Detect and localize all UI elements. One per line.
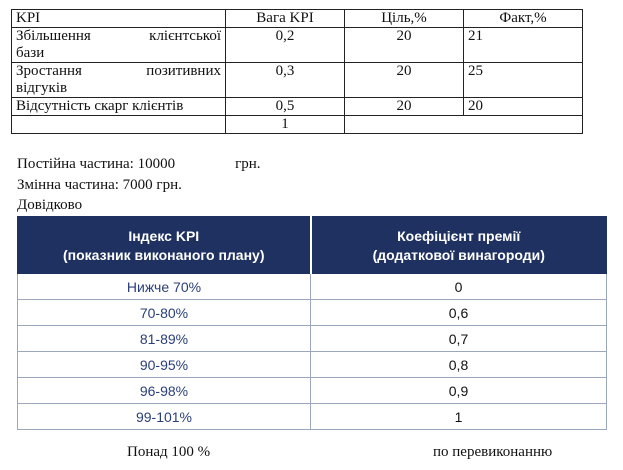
coef-index-cell: 81-89% [18,326,311,352]
fixed-part-label: Постійна частина: 10000 [17,156,176,172]
coef-header-index-line2: (показник виконаного плану) [62,247,265,263]
kpi-name-cell: Відсутність скарг клієнтів [12,98,226,116]
variable-part-line: Змінна частина: 7000 грн. [17,177,182,193]
table-row [18,352,607,378]
table-row [18,378,607,404]
coefficient-table [17,216,607,430]
table-row [12,63,583,98]
table-row [18,274,607,300]
table-row [18,300,607,326]
kpi-target-cell: 20 [345,28,464,63]
coef-index-cell: 96-98% [18,378,311,404]
kpi-header-fact: Факт,% [464,10,583,28]
coef-value-cell: 0 [311,274,607,300]
kpi-fact-cell: 21 [464,28,583,63]
footer-right-text: по перевиконанню [433,444,553,460]
kpi-target-cell: 20 [345,98,464,116]
kpi-name-line2: відгуків [16,80,68,96]
coef-index-cell: 99-101% [18,404,311,430]
kpi-weight-cell: 0,2 [226,28,345,63]
kpi-header-row [12,10,583,28]
kpi-name-line1: Зростання позитивних [16,63,221,79]
coef-value-cell: 0,6 [311,300,607,326]
table-row [18,404,607,430]
coef-header-index [18,216,311,274]
kpi-name-cell [12,28,226,63]
kpi-weight-cell: 0,5 [226,98,345,116]
table-row [12,98,583,116]
coef-header-coef-line2: (додаткової винагороди) [372,247,545,263]
coef-index-cell: 90-95% [18,352,311,378]
footer-left-text: Понад 100 % [127,444,211,460]
kpi-fact-cell: 20 [464,98,583,116]
table-row [12,28,583,63]
coef-value-cell: 1 [311,404,607,430]
coef-value-cell: 0,9 [311,378,607,404]
table-row [18,326,607,352]
coef-index-cell: 70-80% [18,300,311,326]
coef-value-cell: 0,8 [311,352,607,378]
kpi-total-row [12,116,583,134]
kpi-name-line2: бази [16,45,45,61]
kpi-total-empty [12,116,226,134]
kpi-target-cell: 20 [345,63,464,98]
fixed-part-line [17,156,261,173]
kpi-name-cell [12,63,226,98]
fixed-part-unit: грн. [235,156,261,172]
kpi-weight-cell: 0,3 [226,63,345,98]
kpi-name-line1: Збільшення клієнтської [16,28,221,44]
coef-index-cell: Нижче 70% [18,274,311,300]
coef-header-row [18,216,607,274]
kpi-header-name: KPI [12,10,226,28]
kpi-total-weight: 1 [226,116,345,134]
coef-header-index-line1: Індекс KPI [128,228,200,244]
coef-value-cell: 0,7 [311,326,607,352]
kpi-total-empty-right [345,116,583,134]
coef-header-coef-line1: Коефіцієнт премії [397,228,521,244]
kpi-header-target: Ціль,% [345,10,464,28]
reference-label: Довідково [17,197,83,213]
kpi-fact-cell: 25 [464,63,583,98]
kpi-header-weight: Вага KPI [226,10,345,28]
coef-header-coef [311,216,607,274]
kpi-table [11,9,583,134]
